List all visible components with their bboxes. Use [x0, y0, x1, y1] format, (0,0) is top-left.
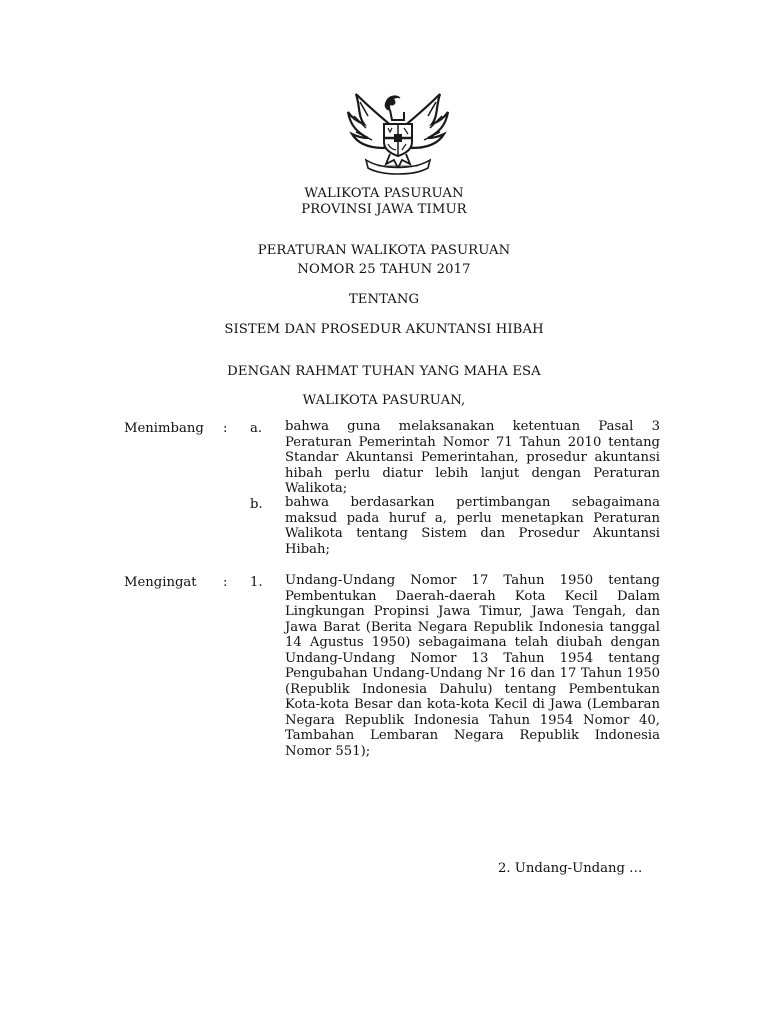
- garuda-emblem-icon: [338, 88, 458, 176]
- regulation-title: PERATURAN WALIKOTA PASURUAN: [257, 243, 511, 258]
- issuer-title: WALIKOTA PASURUAN: [304, 186, 464, 201]
- regulation-about: TENTANG: [348, 292, 420, 307]
- mengingat-colon: :: [223, 575, 228, 590]
- rahmat-line: DENGAN RAHMAT TUHAN YANG MAHA ESA: [227, 364, 541, 379]
- mengingat-item-1: Undang-Undang Nomor 17 Tahun 1950 tentang Pembentukan Daerah-daerah Kota Kecil Dalam Lingkungan Propinsi Jawa Timur, Jawa Tengah, dan Jawa Barat (Berita Negara Republik Indonesia tanggal 14 Agustus 1950) sebagaimana telah diubah dengan Undang-Undang Nomor 13 Tahun 1954 tentang Pengubahan Undang-Undang Nr 16 dan 17 Tahun 1950 (Republik Indonesia Dahulu) tentang Pembentukan Kota-kota Besar dan kota-kota Kecil di Jawa (Lembaran Negara Republik Indonesia Tahun 1954 Nomor 40, Tambahan Lembaran Negara Republik Indonesia Nomor 551);: [285, 573, 660, 759]
- issuer-province: PROVINSI JAWA TIMUR: [301, 202, 467, 217]
- regulation-subject: SISTEM DAN PROSEDUR AKUNTANSI HIBAH: [224, 322, 544, 337]
- mengingat-marker-1: 1.: [250, 575, 263, 590]
- menimbang-colon: :: [223, 421, 228, 436]
- regulation-number: NOMOR 25 TAHUN 2017: [297, 262, 471, 277]
- walikota-line: WALIKOTA PASURUAN,: [302, 393, 466, 408]
- menimbang-marker-b: b.: [250, 497, 263, 512]
- page-continuation: 2. Undang-Undang …: [498, 861, 643, 876]
- mengingat-label: Mengingat: [124, 575, 197, 590]
- menimbang-marker-a: a.: [250, 421, 263, 436]
- menimbang-item-b: bahwa berdasarkan pertimbangan sebagaimana maksud pada huruf a, perlu menetapkan Peraturan Walikota tentang Sistem dan Prosedur Akuntansi Hibah;: [285, 495, 660, 557]
- menimbang-label: Menimbang: [124, 421, 204, 436]
- menimbang-item-a: bahwa guna melaksanakan ketentuan Pasal 3 Peraturan Pemerintah Nomor 71 Tahun 2010 tentang Standar Akuntansi Pemerintahan, prosedur akuntansi hibah perlu diatur lebih lanjut dengan Peraturan Walikota;: [285, 419, 660, 496]
